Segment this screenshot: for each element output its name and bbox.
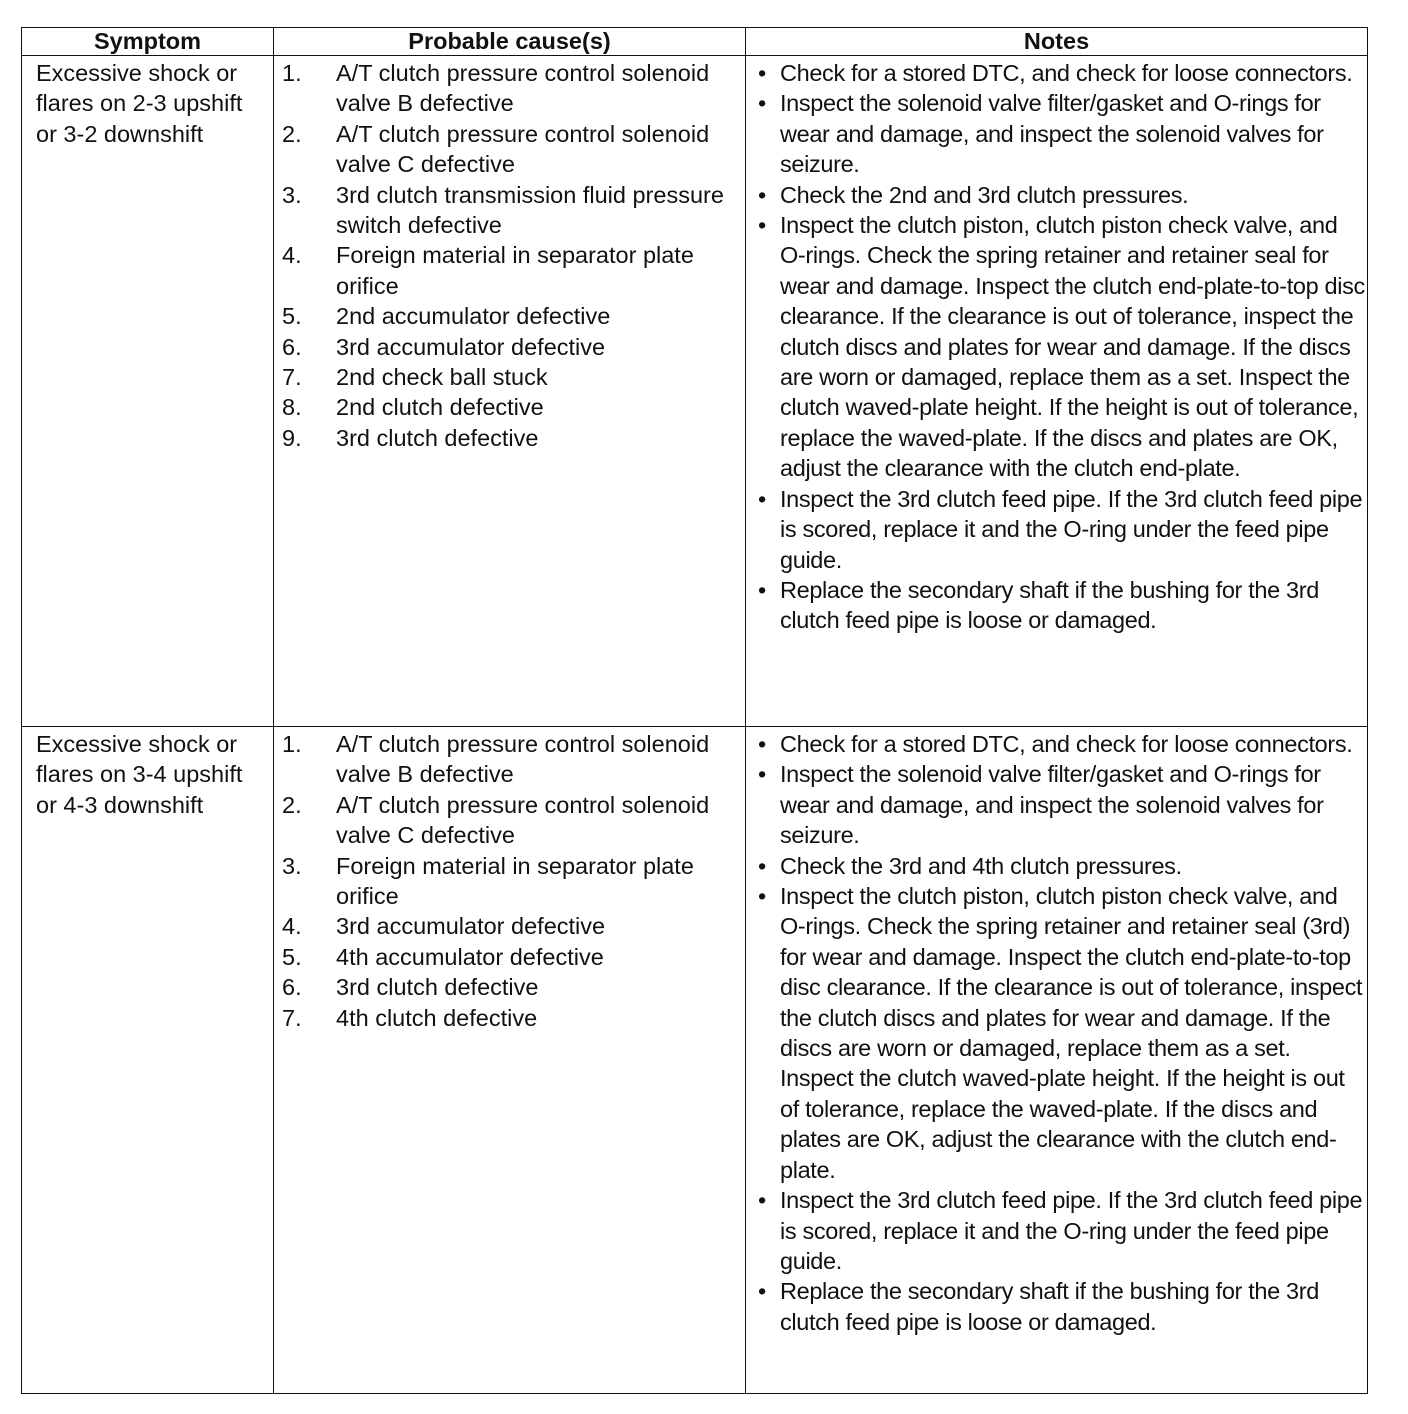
cause-item — [282, 729, 741, 790]
cause-text: 3rd clutch transmission fluid pressure switch defective — [336, 181, 724, 239]
note-text: Inspect the solenoid valve filter/gasket and O-rings for wear and damage, and inspect the solenoid valves for seizure. — [780, 761, 1324, 849]
note-item — [754, 88, 1367, 179]
symptom-cell: Excessive shock or flares on 2-3 upshift or 3-2 downshift — [22, 56, 274, 727]
cause-text: A/T clutch pressure control solenoid valve C defective — [336, 791, 710, 849]
cause-number: 5. — [282, 303, 302, 330]
note-item — [754, 1276, 1367, 1337]
note-item — [754, 575, 1367, 636]
note-item — [754, 1185, 1367, 1276]
cause-number: 2. — [282, 120, 302, 147]
bullet-icon: • — [758, 731, 767, 757]
note-item — [754, 484, 1367, 575]
note-text: Check for a stored DTC, and check for loose connectors. — [780, 60, 1353, 86]
note-text: Inspect the 3rd clutch feed pipe. If the 3rd clutch feed pipe is scored, replace it and the O-ring under the feed pipe guide. — [780, 485, 1363, 573]
cause-item — [282, 240, 741, 301]
header-notes: Notes — [746, 28, 1368, 56]
bullet-icon: • — [758, 1278, 767, 1305]
causes-cell — [274, 56, 746, 727]
cause-number: 1. — [282, 60, 302, 86]
header-probable-causes: Probable cause(s) — [274, 28, 746, 56]
cause-item — [282, 119, 741, 180]
table-row — [22, 56, 1368, 727]
cause-text: 3rd clutch defective — [336, 424, 539, 451]
cause-number: 9. — [282, 424, 302, 451]
bullet-icon: • — [758, 852, 767, 879]
cause-item — [282, 972, 741, 1002]
cause-list — [282, 729, 741, 1033]
cause-item — [282, 180, 741, 241]
note-text: Check the 2nd and 3rd clutch pressures. — [780, 181, 1189, 208]
cause-text: 3rd accumulator defective — [336, 333, 606, 360]
bullet-icon: • — [758, 1187, 767, 1214]
note-text: Replace the secondary shaft if the bushing for the 3rd clutch feed pipe is loose or damaged. — [780, 1278, 1319, 1335]
cause-number: 2. — [282, 791, 302, 818]
cause-text: Foreign material in separator plate orifice — [336, 242, 694, 299]
cause-number: 3. — [282, 181, 302, 208]
bullet-icon: • — [758, 883, 767, 910]
bullet-icon: • — [758, 181, 767, 208]
cause-item — [282, 423, 741, 453]
note-text: Inspect the clutch piston, clutch piston check valve, and O-rings. Check the spring retainer and retainer seal for wear and damage. Inspect the clutch end-plate-to-top disc clearance. If the clearance is out of tolerance, inspect the clutch discs and plates for wear and damage. If the discs are worn or damaged, replace them as a set. Inspect the clutch waved-plate height. If the height is out of tolerance, replace the waved-plate. If the discs and plates are OK, adjust the clearance with the clutch end-plate. — [780, 212, 1365, 482]
cause-number: 4. — [282, 913, 302, 940]
cause-text: A/T clutch pressure control solenoid valve B defective — [336, 731, 710, 788]
cause-text: 3rd clutch defective — [336, 974, 539, 1001]
causes-cell — [274, 727, 746, 1394]
cause-text: 3rd accumulator defective — [336, 913, 606, 940]
note-text: Inspect the 3rd clutch feed pipe. If the 3rd clutch feed pipe is scored, replace it and the O-ring under the feed pipe guide. — [780, 1187, 1363, 1274]
cause-list — [282, 58, 741, 453]
cause-number: 3. — [282, 852, 302, 879]
cause-item — [282, 301, 741, 331]
cause-item — [282, 790, 741, 851]
note-item — [754, 851, 1367, 881]
cause-text: 4th clutch defective — [336, 1004, 538, 1031]
cause-number: 4. — [282, 242, 302, 269]
bullet-icon: • — [758, 60, 767, 86]
cause-text: 2nd accumulator defective — [336, 303, 611, 330]
bullet-icon: • — [758, 212, 767, 239]
header-row — [22, 28, 1368, 56]
cause-text: 4th accumulator defective — [336, 943, 604, 970]
table-header — [22, 28, 1368, 56]
cause-text: Foreign material in separator plate orifice — [336, 852, 694, 910]
cause-number: 5. — [282, 943, 302, 970]
cause-number: 6. — [282, 974, 302, 1001]
note-text: Check for a stored DTC, and check for loose connectors. — [780, 731, 1353, 757]
cause-item — [282, 362, 741, 392]
cause-item — [282, 332, 741, 362]
table-row — [22, 727, 1368, 1394]
note-item — [754, 210, 1367, 484]
bullet-icon: • — [758, 485, 767, 512]
note-text: Check the 3rd and 4th clutch pressures. — [780, 852, 1182, 879]
note-text: Replace the secondary shaft if the bushing for the 3rd clutch feed pipe is loose or damaged. — [780, 576, 1319, 634]
note-text: Inspect the solenoid valve filter/gasket and O-rings for wear and damage, and inspect the solenoid valves for seizure. — [780, 90, 1324, 178]
bullet-icon: • — [758, 761, 767, 788]
cause-number: 7. — [282, 364, 302, 391]
cause-text: 2nd clutch defective — [336, 394, 544, 421]
troubleshooting-table — [21, 27, 1368, 1394]
cause-number: 7. — [282, 1004, 302, 1031]
notes-cell — [746, 56, 1368, 727]
cause-text: 2nd check ball stuck — [336, 364, 548, 391]
note-text: Inspect the clutch piston, clutch piston check valve, and O-rings. Check the spring retainer and retainer seal (3rd) for wear and damage. Inspect the clutch end-plate-to-top disc clearance. If the clearance is out of tolerance, inspect the clutch discs and plates for wear and damage. If the discs are worn or damaged, replace them as a set. Inspect the clutch waved-plate height. If the height is out of tolerance, replace the waved-plate. If the discs and plates are OK, adjust the clearance with the clutch end-plate. — [780, 883, 1363, 1183]
cause-text: A/T clutch pressure control solenoid valve B defective — [336, 60, 710, 117]
note-item — [754, 759, 1367, 850]
note-item — [754, 180, 1367, 210]
cause-item — [282, 942, 741, 972]
symptom-cell: Excessive shock or flares on 3-4 upshift or 4-3 downshift — [22, 727, 274, 1394]
bullet-icon: • — [758, 576, 767, 603]
note-list — [754, 58, 1367, 636]
notes-cell — [746, 727, 1368, 1394]
bullet-icon: • — [758, 90, 767, 117]
cause-number: 1. — [282, 731, 302, 757]
cause-number: 6. — [282, 333, 302, 360]
note-item — [754, 729, 1367, 759]
cause-item — [282, 911, 741, 941]
cause-item — [282, 392, 741, 422]
note-item — [754, 58, 1367, 88]
header-symptom: Symptom — [22, 28, 274, 56]
cause-item — [282, 1003, 741, 1033]
cause-number: 8. — [282, 394, 302, 421]
cause-text: A/T clutch pressure control solenoid valve C defective — [336, 120, 710, 178]
note-item — [754, 881, 1367, 1185]
note-list — [754, 729, 1367, 1337]
cause-item — [282, 58, 741, 119]
cause-item — [282, 851, 741, 912]
